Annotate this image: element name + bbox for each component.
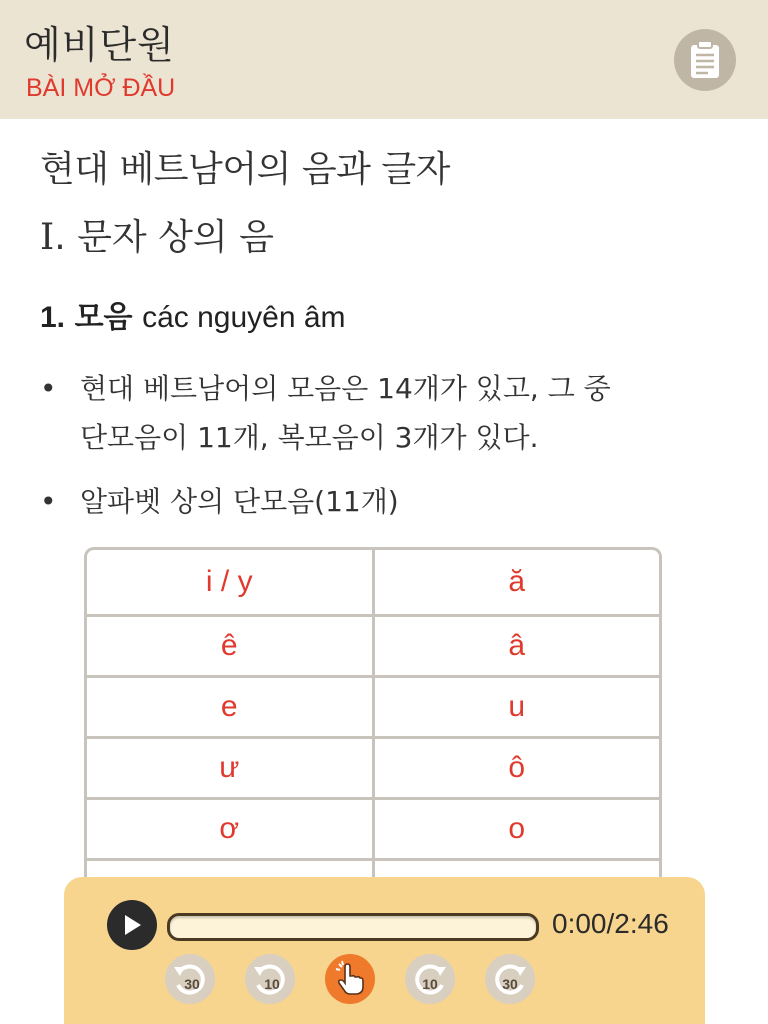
table-cell: ơ — [87, 799, 373, 860]
rewind-10-icon — [248, 957, 292, 1001]
bullet-marker: • — [40, 485, 57, 518]
table-cell: e — [87, 677, 373, 738]
table-row — [87, 677, 659, 738]
table-row — [87, 550, 659, 616]
play-button[interactable] — [107, 900, 157, 950]
table-cell: ă — [373, 550, 659, 616]
bullet-item — [40, 477, 720, 527]
table-row — [87, 616, 659, 677]
forward-10-icon — [408, 957, 452, 1001]
rewind-10-button[interactable] — [245, 954, 295, 1004]
audio-player — [64, 877, 705, 1024]
rewind-30-icon — [168, 957, 212, 1001]
forward-30-label: 30 — [502, 976, 518, 992]
subsection-title-vi: các nguyên âm — [142, 301, 346, 334]
play-icon — [121, 913, 143, 937]
unit-subtitle: BÀI MỞ ĐẦU — [26, 74, 176, 102]
table-cell: ô — [373, 738, 659, 799]
progress-slider[interactable] — [167, 913, 539, 941]
clipboard-icon — [688, 40, 722, 80]
rewind-30-button[interactable] — [165, 954, 215, 1004]
table-cell: o — [373, 799, 659, 860]
table-cell: â — [373, 616, 659, 677]
forward-10-button[interactable] — [405, 954, 455, 1004]
section-title — [40, 209, 274, 260]
app-header — [0, 0, 768, 119]
bullet-line: 알파벳 상의 단모음(11개) — [80, 485, 399, 518]
table-row — [87, 738, 659, 799]
rewind-10-label: 10 — [264, 976, 280, 992]
time-display: 0:00/2:46 — [552, 908, 669, 939]
bullet-text — [80, 364, 611, 462]
table-row — [87, 799, 659, 860]
bullet-line: 단모음이 11개, 복모음이 3개가 있다. — [80, 421, 539, 454]
table-cell: ư — [87, 738, 373, 799]
vowel-table — [84, 547, 662, 922]
touch-mode-button[interactable] — [325, 954, 375, 1004]
table-cell: ê — [87, 616, 373, 677]
table-cell: i / y — [87, 550, 373, 616]
bullet-text — [80, 477, 399, 526]
table-cell: u — [373, 677, 659, 738]
forward-30-icon — [488, 957, 532, 1001]
bullet-line: 현대 베트남어의 모음은 14개가 있고, 그 중 — [80, 372, 611, 405]
subsection-title-ko: 모음 — [74, 300, 133, 335]
forward-30-button[interactable] — [485, 954, 535, 1004]
subsection-heading — [40, 292, 346, 336]
lesson-title: 현대 베트남어의 음과 글자 — [40, 149, 450, 190]
bullet-marker: • — [40, 372, 57, 405]
bullet-item — [40, 364, 720, 464]
unit-title: 예비단원 — [24, 23, 175, 67]
notes-button[interactable] — [674, 29, 736, 91]
section-numeral: Ⅰ — [40, 217, 55, 258]
section-title-text: . 문자 상의 음 — [54, 217, 274, 258]
subsection-number: 1. — [40, 301, 66, 334]
rewind-30-label: 30 — [184, 976, 200, 992]
hand-pointer-icon — [330, 959, 370, 999]
forward-10-label: 10 — [422, 976, 438, 992]
